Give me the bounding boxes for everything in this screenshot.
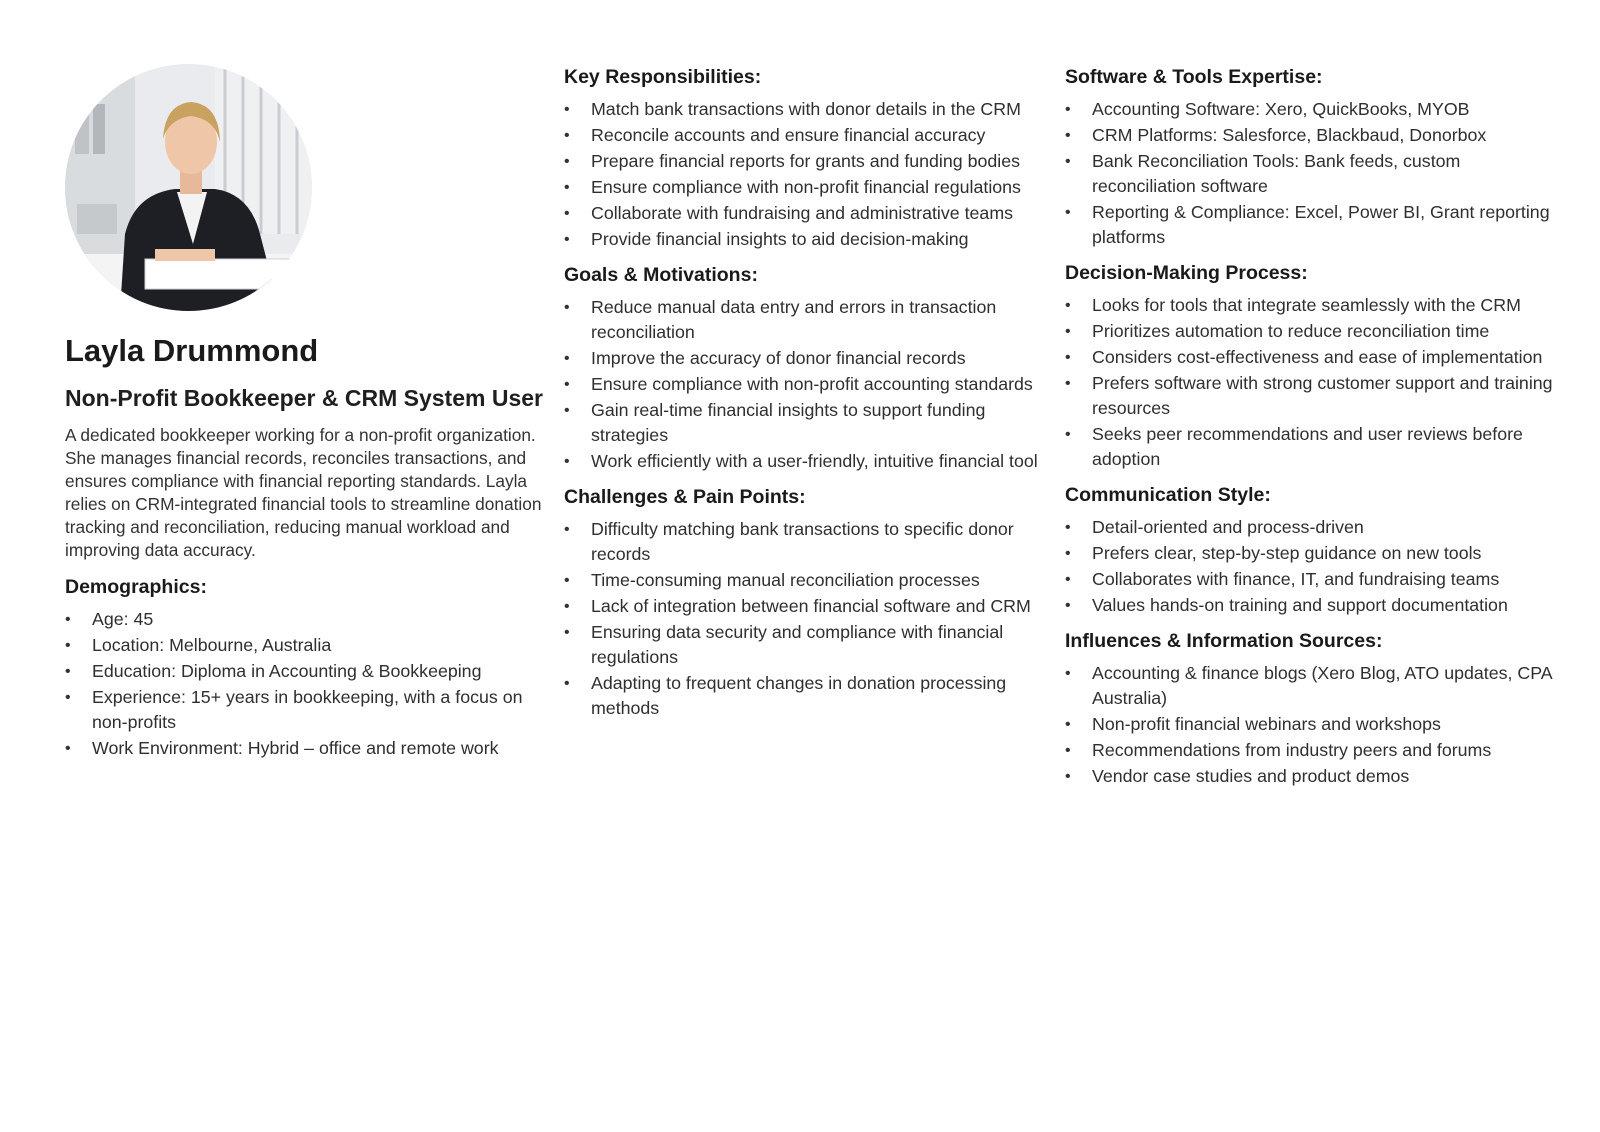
list-item: • Age: 45 [65,607,545,632]
challenges-list [564,517,1050,721]
list-item: • Experience: 15+ years in bookkeeping, with a focus on non-profits [65,685,545,735]
goals-heading: Goals & Motivations: [564,264,758,286]
list-item: • Ensure compliance with non-profit financial regulations [564,175,1050,200]
list-item: • Time-consuming manual reconciliation processes [564,568,1050,593]
list-item: • Values hands-on training and support documentation [1065,593,1565,618]
list-item: • Prioritizes automation to reduce reconciliation time [1065,319,1565,344]
person-at-desk-photo [65,64,312,311]
list-item: • Non-profit financial webinars and workshops [1065,712,1565,737]
persona-description: A dedicated bookkeeper working for a non-profit organization. She manages financial records, reconciles transactions, and ensures compliance with financial reporting standards. Layla relies on CRM-integrated financial tools to streamline donation tracking and reconciliation, reducing manual workload and improving data accuracy. [65,425,542,560]
list-item: • Vendor case studies and product demos [1065,764,1565,789]
persona-role: Non-Profit Bookkeeper & CRM System User [65,385,543,411]
list-item: • Detail-oriented and process-driven [1065,515,1565,540]
list-item: • Location: Melbourne, Australia [65,633,545,658]
influences-heading: Influences & Information Sources: [1065,630,1383,652]
list-item: • Education: Diploma in Accounting & Bookkeeping [65,659,545,684]
list-item: • Accounting & finance blogs (Xero Blog, ATO updates, CPA Australia) [1065,661,1565,711]
list-item: • Seeks peer recommendations and user reviews before adoption [1065,422,1565,472]
responsibilities-list [564,97,1050,252]
list-item: • Reporting & Compliance: Excel, Power BI, Grant reporting platforms [1065,200,1565,250]
list-item: • Considers cost-effectiveness and ease of implementation [1065,345,1565,370]
list-item: • Reconcile accounts and ensure financial accuracy [564,123,1050,148]
list-item: • Improve the accuracy of donor financial records [564,346,1050,371]
list-item: • Recommendations from industry peers and forums [1065,738,1565,763]
list-item: • Prepare financial reports for grants and funding bodies [564,149,1050,174]
list-item: • Match bank transactions with donor details in the CRM [564,97,1050,122]
profile-column [65,64,545,771]
list-item: • Work Environment: Hybrid – office and remote work [65,736,545,761]
list-item: • Ensuring data security and compliance with financial regulations [564,620,1050,670]
profile-photo [65,64,312,311]
list-item: • Reduce manual data entry and errors in transaction reconciliation [564,295,1050,345]
influences-list [1065,661,1565,789]
goals-list [564,295,1050,474]
demographics-heading: Demographics: [65,576,207,598]
list-item: • Prefers software with strong customer support and training resources [1065,371,1565,421]
list-item: • Collaborate with fundraising and administrative teams [564,201,1050,226]
list-item: • Looks for tools that integrate seamlessly with the CRM [1065,293,1565,318]
decision-heading: Decision-Making Process: [1065,262,1308,284]
persona-name: Layla Drummond [65,333,319,368]
list-item: • Gain real-time financial insights to support funding strategies [564,398,1050,448]
list-item: • Lack of integration between financial software and CRM [564,594,1050,619]
software-heading: Software & Tools Expertise: [1065,66,1323,88]
list-item: • Prefers clear, step-by-step guidance on new tools [1065,541,1565,566]
list-item: • CRM Platforms: Salesforce, Blackbaud, Donorbox [1065,123,1565,148]
decision-list [1065,293,1565,472]
list-item: • Difficulty matching bank transactions to specific donor records [564,517,1050,567]
list-item: • Accounting Software: Xero, QuickBooks, MYOB [1065,97,1565,122]
right-column [1065,64,1565,799]
communication-list [1065,515,1565,618]
software-list [1065,97,1565,250]
list-item: • Collaborates with finance, IT, and fundraising teams [1065,567,1565,592]
challenges-heading: Challenges & Pain Points: [564,486,806,508]
list-item: • Adapting to frequent changes in donation processing methods [564,671,1050,721]
list-item: • Ensure compliance with non-profit accounting standards [564,372,1050,397]
responsibilities-heading: Key Responsibilities: [564,66,762,88]
list-item: • Bank Reconciliation Tools: Bank feeds, custom reconciliation software [1065,149,1565,199]
communication-heading: Communication Style: [1065,484,1271,506]
middle-column [564,64,1050,731]
list-item: • Provide financial insights to aid decision-making [564,227,1050,252]
demographics-list [65,607,545,761]
list-item: • Work efficiently with a user-friendly, intuitive financial tool [564,449,1050,474]
